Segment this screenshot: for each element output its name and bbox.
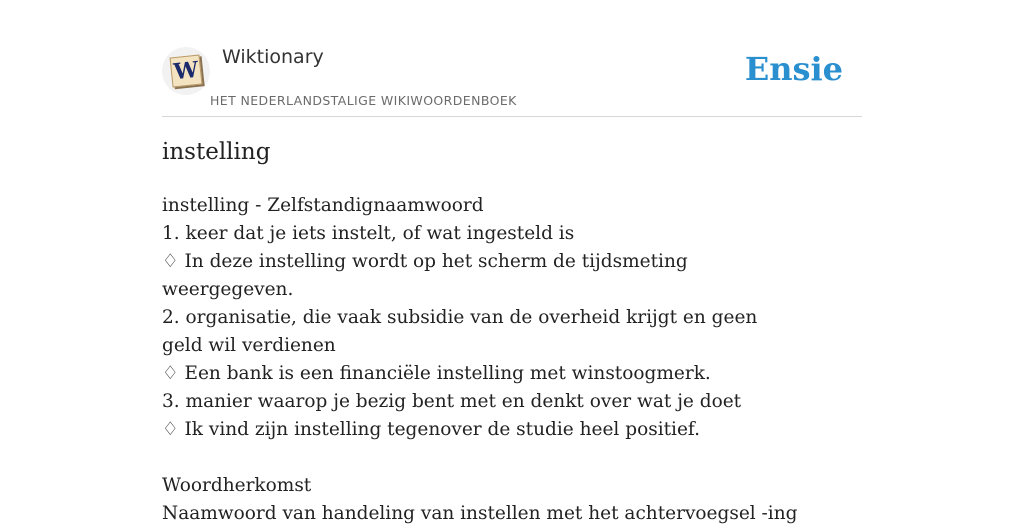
etymology-text: Naamwoord van handeling van instellen met het achtervoegsel -ing xyxy=(162,503,798,524)
entry-body xyxy=(162,192,802,528)
definition-line: 3. manier waarop je bezig bent met en denkt over wat je doet xyxy=(162,391,742,412)
page-title: instelling xyxy=(162,139,271,165)
site-header xyxy=(162,40,862,117)
definition-line: 2. organisatie, die vaak subsidie van de overheid krijgt en geen geld wil verdienen xyxy=(162,307,758,356)
spacer xyxy=(162,444,802,472)
part-of-speech-line: instelling - Zelfstandignaamwoord xyxy=(162,195,484,216)
definition-line: 1. keer dat je iets instelt, of wat ingesteld is xyxy=(162,223,575,244)
wiktionary-logo-icon[interactable] xyxy=(162,47,210,95)
site-subtitle: HET NEDERLANDSTALIGE WIKIWOORDENBOEK xyxy=(210,93,517,108)
logo-tile xyxy=(170,55,203,88)
ensie-brand-link[interactable]: Ensie xyxy=(744,50,843,88)
site-title[interactable]: Wiktionary xyxy=(222,46,324,68)
example-line: ♢ Ik vind zijn instelling tegenover de studie heel positief. xyxy=(162,419,700,440)
example-line: ♢ Een bank is een financiële instelling met winstoogmerk. xyxy=(162,363,711,384)
logo-letter: W xyxy=(172,56,200,86)
example-line: ♢ In deze instelling wordt op het scherm de tijdsmeting weergegeven. xyxy=(162,251,688,300)
etymology-heading: Woordherkomst xyxy=(162,475,312,496)
